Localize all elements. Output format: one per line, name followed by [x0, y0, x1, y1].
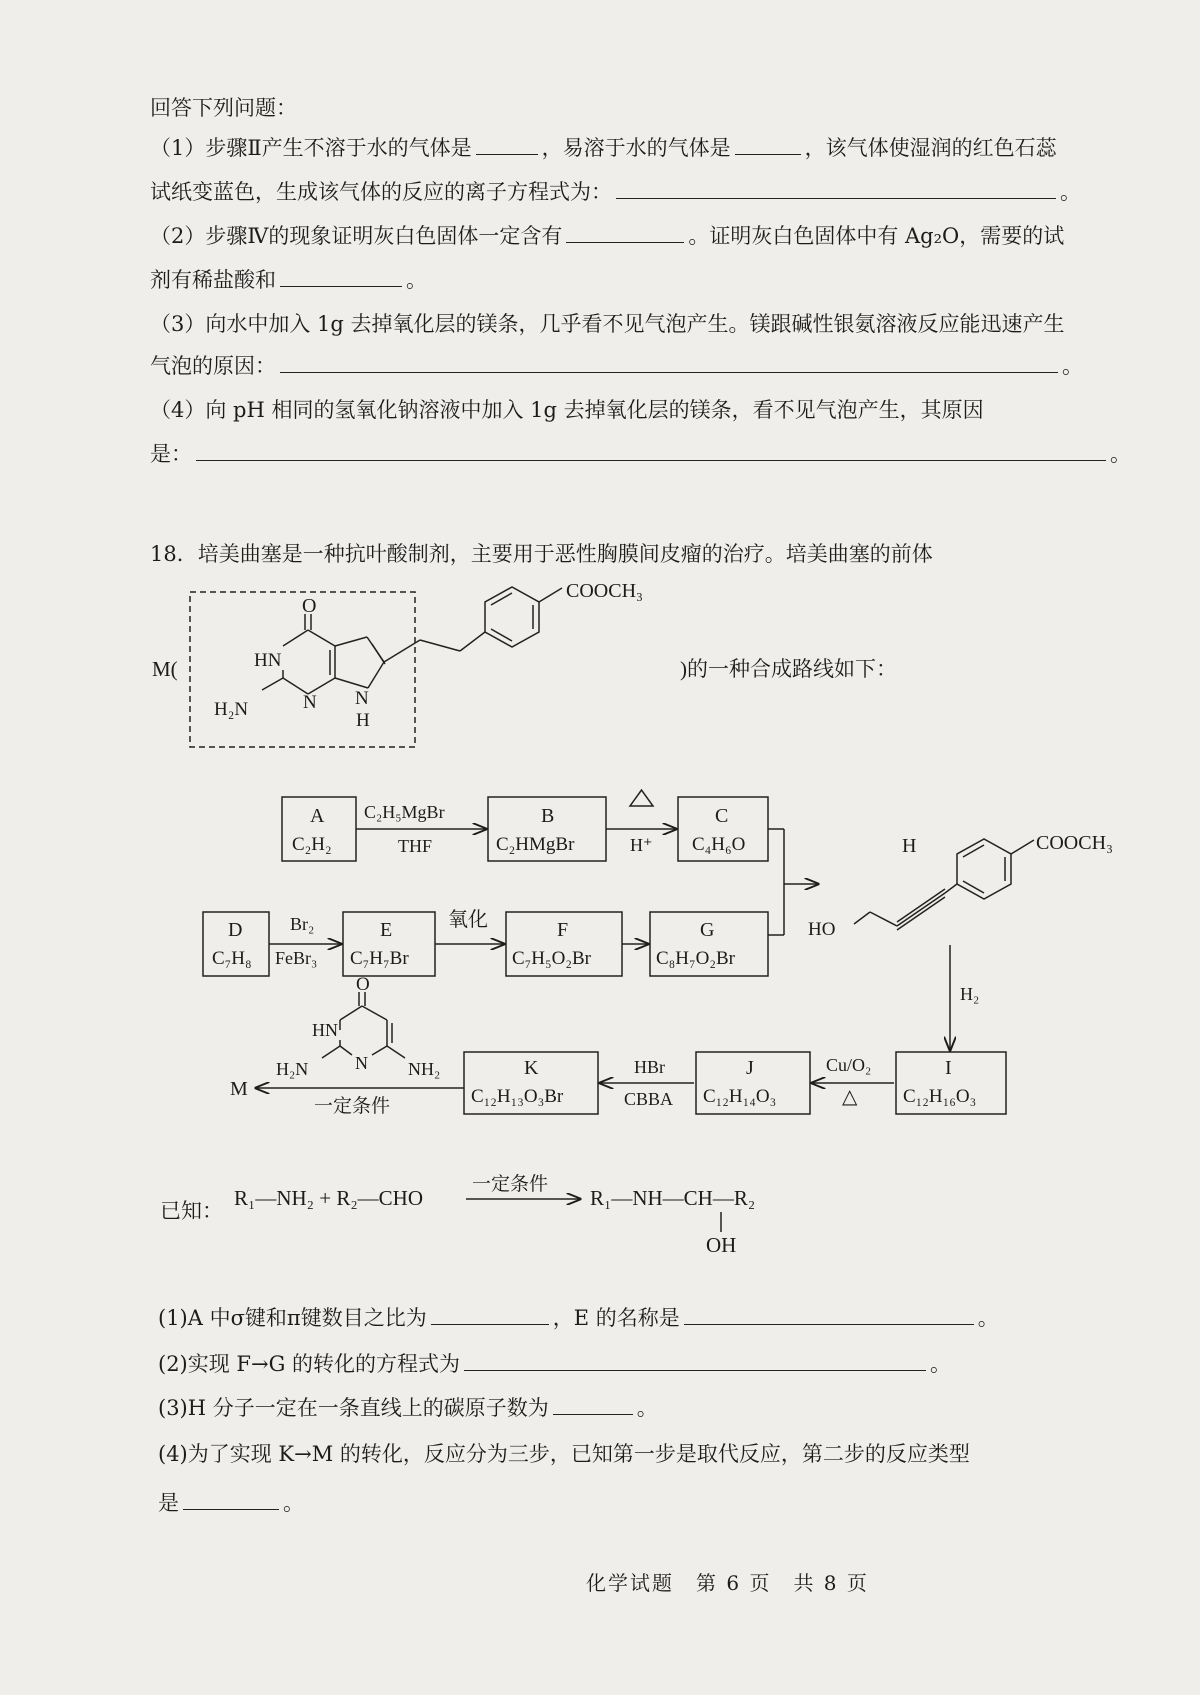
question-2-line-2: 剂有稀盐酸和 。: [150, 268, 427, 292]
reagent-febr3: FeBr₃: [275, 948, 318, 968]
answer-blank[interactable]: [183, 1491, 279, 1510]
svg-text:C₁₂H₁₄O₃: C₁₂H₁₄O₃: [703, 1086, 777, 1107]
svg-text:C₁₂H₁₃O₃Br: C₁₂H₁₃O₃Br: [471, 1086, 564, 1107]
svg-text:C₇H₈: C₇H₈: [212, 948, 252, 969]
sub-question-1: (1)A 中σ键和π键数目之比为 ，E 的名称是 。: [158, 1306, 999, 1330]
question-3-line-2: 气泡的原因： 。: [150, 354, 1083, 378]
svg-text:C₁₂H₁₆O₃: C₁₂H₁₆O₃: [903, 1086, 977, 1107]
product-m-label: M: [230, 1078, 248, 1100]
answer-blank[interactable]: [431, 1306, 549, 1325]
reagent-h2: H₂: [960, 984, 980, 1004]
pyr-o-label: O: [356, 974, 370, 995]
m-nh-label: N: [355, 688, 369, 709]
svg-text:C₇H₇Br: C₇H₇Br: [350, 948, 409, 969]
reagent-br2: Br₂: [290, 914, 315, 934]
h-label: H: [902, 835, 917, 857]
sub-question-4-line-1: (4)为了实现 K→M 的转化，反应分为三步，已知第一步是取代反应，第二步的反应类型: [158, 1442, 970, 1466]
question-4-line-2: 是： 。: [150, 442, 1131, 466]
answer-blank[interactable]: [684, 1306, 974, 1325]
answer-blank[interactable]: [553, 1396, 633, 1415]
reagent-cu-o2: Cu/O₂: [826, 1055, 872, 1075]
m-prefix: M(: [152, 657, 178, 681]
reagent-heat: △: [842, 1086, 858, 1108]
h-structure: [854, 839, 1034, 1050]
reagent-thf: THF: [398, 836, 433, 856]
answer-blank[interactable]: [464, 1352, 926, 1371]
svg-text:C₂H₂: C₂H₂: [292, 834, 332, 855]
page-footer: 化学试题 第 6 页 共 8 页: [586, 1571, 869, 1595]
h-ester-label: COOCH₃: [1036, 832, 1113, 854]
m-n-label: N: [303, 692, 317, 713]
svg-text:F: F: [557, 919, 569, 941]
pyr-h2n-label: H₂N: [276, 1059, 309, 1079]
sub-question-3: (3)H 分子一定在一条直线上的碳原子数为 。: [158, 1396, 658, 1420]
sub-question-2: (2)实现 F→G 的转化的方程式为 。: [158, 1352, 952, 1376]
svg-text:A: A: [310, 805, 325, 827]
m-h2n-label: H₂N: [214, 699, 249, 720]
svg-text:C₄H₆O: C₄H₆O: [692, 834, 746, 855]
reagent-condition: 一定条件: [314, 1096, 391, 1117]
svg-text:E: E: [380, 919, 393, 941]
intro-text: 回答下列问题：: [150, 96, 297, 120]
svg-text:C: C: [715, 805, 729, 827]
pyr-nh2-label: NH₂: [408, 1059, 441, 1079]
pyr-n-label: N: [355, 1053, 368, 1073]
h-ho-label: HO: [808, 919, 836, 940]
svg-text:J: J: [746, 1057, 754, 1079]
svg-text:C₇H₅O₂Br: C₇H₅O₂Br: [512, 948, 591, 969]
svg-text:B: B: [541, 805, 555, 827]
known-condition: 一定条件: [472, 1174, 549, 1195]
known-oh: OH: [706, 1233, 737, 1257]
question-18-title: 18．培美曲塞是一种抗叶酸制剂，主要用于恶性胸膜间皮瘤的治疗。培美曲塞的前体: [150, 542, 933, 566]
reagent-hbr: HBr: [634, 1057, 665, 1077]
reagent-cbba: CBBA: [624, 1089, 674, 1109]
known-label: 已知：: [160, 1199, 223, 1223]
reagent-oxidation: 氧化: [448, 909, 488, 931]
epoxide-icon: [630, 790, 653, 806]
sub-question-4-line-2: 是 。: [158, 1491, 304, 1515]
svg-text:C₈H₇O₂Br: C₈H₇O₂Br: [656, 948, 735, 969]
known-product: R₁—NH—CH—R₂: [590, 1186, 756, 1210]
question-3-line-1: （3）向水中加入 1g 去掉氧化层的镁条，几乎看不见气泡产生。镁跟碱性银氨溶液反应能迅速产生: [150, 312, 1065, 336]
m-o-label: O: [302, 595, 317, 617]
reagent-h-plus: H⁺: [630, 835, 653, 855]
svg-text:K: K: [524, 1057, 539, 1079]
m-hn-label: HN: [254, 650, 282, 671]
svg-text:I: I: [945, 1057, 952, 1079]
m-suffix: )的一种合成路线如下：: [680, 657, 897, 681]
m-h-label: H: [356, 710, 370, 731]
known-reactants: R₁—NH₂ + R₂—CHO: [234, 1186, 423, 1210]
reagent-c2h5mgbr: C₂H₅MgBr: [364, 802, 445, 822]
question-4-line-1: （4）向 pH 相同的氢氧化钠溶液中加入 1g 去掉氧化层的镁条，看不见气泡产生，其原因: [150, 398, 984, 422]
pyr-hn-label: HN: [312, 1020, 338, 1040]
question-1-line-2: 试纸变蓝色，生成该气体的反应的离子方程式为： 。: [150, 180, 1081, 204]
svg-text:G: G: [700, 919, 715, 941]
m-ester-label: COOCH₃: [566, 580, 643, 602]
question-1-line-1: （1）步骤Ⅱ产生不溶于水的气体是 ，易溶于水的气体是 ，该气体使湿润的红色石蕊: [150, 136, 1057, 160]
svg-text:C₂HMgBr: C₂HMgBr: [496, 834, 575, 855]
question-2-line-1: （2）步骤Ⅳ的现象证明灰白色固体一定含有 。证明灰白色固体中有 Ag₂O，需要的试: [150, 224, 1065, 248]
svg-text:D: D: [228, 919, 243, 941]
